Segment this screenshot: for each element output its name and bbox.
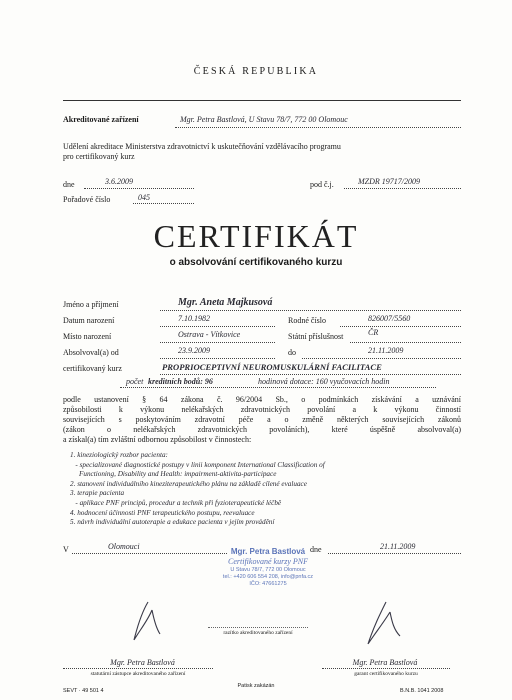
facility-rule <box>175 127 461 128</box>
to-label: do <box>288 348 296 357</box>
legal-paragraph <box>63 395 461 445</box>
course-value: PROPRIOCEPTIVNÍ NEUROMUSKULÁRNÍ FACILITACE <box>162 362 382 372</box>
activity-line: 4. hodnocení účinnosti PNF terapeutického postupu, reevaluace <box>70 508 255 517</box>
nat-value: ČR <box>368 328 379 337</box>
activity-line: - specializované diagnostické postupy v linii komponent International Classification of <box>70 460 325 469</box>
stamp-line-3: U Stavu 78/7, 772 00 Olomouc <box>230 567 306 573</box>
footer-left: SEVT · 49 501 4 <box>63 688 104 694</box>
hours-value: hodinová dotace: 160 vyučovacích hodin <box>258 377 390 386</box>
rc-label: Rodné číslo <box>288 316 326 325</box>
grant-line-2: pro certifikovaný kurz <box>63 152 135 161</box>
name-value: Mgr. Aneta Majkusová <box>178 297 273 308</box>
stamp-caption: razítko akreditovaného zařízení <box>223 630 293 636</box>
facility-label: Akreditované zařízení <box>63 115 139 124</box>
order-label: Pořadové číslo <box>63 195 111 204</box>
place-date-label: dne <box>310 545 322 554</box>
credits-rule <box>120 387 436 388</box>
place-date-rule <box>328 553 461 554</box>
date-label: dne <box>63 180 75 189</box>
order-value: 045 <box>138 193 150 202</box>
pob-label: Místo narození <box>63 332 112 341</box>
ref-rule <box>344 188 461 189</box>
course-label: certifikovaný kurz <box>63 364 122 373</box>
place-date-value: 21.11.2009 <box>380 542 416 551</box>
credits-label: počet <box>126 377 144 386</box>
stamp <box>213 547 323 627</box>
course-rule <box>160 374 461 375</box>
legal-line: a získal(a) tím zvláštní odbornou způsobilost v činnostech: <box>63 435 252 444</box>
to-value: 21.11.2009 <box>368 346 404 355</box>
place-label: V <box>63 545 69 554</box>
rc-value: 826007/5560 <box>368 314 411 323</box>
to-rule <box>302 358 461 359</box>
footer-right: B.N.B. 1041 2008 <box>400 688 444 694</box>
footer-center: Patisk zakázán <box>237 683 275 689</box>
stamp-line-4: tel.: +420 606 554 208, info@pnfa.cz <box>222 574 314 580</box>
credits-value: kreditních bodů: 96 <box>148 377 213 386</box>
activity-line: 1. kineziologický rozbor pacienta: <box>70 451 168 459</box>
activity-line: 3. terapie pacienta <box>70 489 125 498</box>
order-rule <box>133 203 194 204</box>
signature-left-drawing <box>126 598 166 648</box>
legal-line: podle ustanovení § 64 zákona č. 96/2004 Sb., o podmínkách získávání a uznávání <box>63 395 461 404</box>
place-rule <box>72 553 227 554</box>
signature-right-rule <box>322 668 450 669</box>
date-value: 3.6.2009 <box>105 177 133 186</box>
signature-right-role: garant certifikovaného kurzu <box>354 671 418 677</box>
activity-line: 5. návrh individuální autoterapie a edukace pacienta v jejím provádění <box>70 518 275 527</box>
grant-line-1: Udělení akreditace Ministerstva zdravotnictví k uskutečňování vzdělávacího programu <box>63 142 341 151</box>
activity-line: Functioning, Disability and Health: impairment-aktivita-participace <box>70 470 277 479</box>
date-rule <box>84 188 194 189</box>
legal-line: souvisejících s poskytováním zdravotní péče a o změně některých souvisejících zákonů <box>63 415 461 424</box>
signature-left-rule <box>63 668 213 669</box>
activity-line: 2. stanovení individuálního kineziterapeutického plánu na základě cílené evaluace <box>70 479 307 488</box>
legal-line: (zákon o nelékařských zdravotnických povoláních), které úspěšně absolvoval(a) <box>63 425 461 434</box>
activity-line: - aplikace PNF principů, procedur a technik při fyzioterapeutické léčbě <box>70 498 282 507</box>
signature-right-name: Mgr. Petra Bastlová <box>352 658 418 667</box>
facility-value: Mgr. Petra Bastlová, U Stavu 78/7, 772 00 Olomouc <box>180 115 348 124</box>
certificate-title: CERTIFIKÁT <box>153 218 359 254</box>
from-rule <box>160 358 275 359</box>
certificate-subtitle: o absolvování certifikovaného kurzu <box>169 257 343 268</box>
stamp-line-1: Mgr. Petra Bastlová <box>230 547 306 556</box>
name-rule <box>160 310 461 311</box>
header-rule <box>63 100 461 101</box>
country-header: ČESKÁ REPUBLIKA <box>193 66 319 77</box>
signature-right-drawing <box>358 600 404 650</box>
legal-line: způsobilosti k výkonu nelékařských zdravotnických povolání a k výkonu činností <box>63 405 461 414</box>
signature-left-role: statutární zástupce akreditovaného zařízení <box>90 671 186 677</box>
stamp-line-2: Certifikované kurzy PNF <box>228 557 308 566</box>
signature-left-name: Mgr. Petra Bastlová <box>110 658 175 667</box>
dob-label: Datum narození <box>63 316 115 325</box>
from-value: 23.9.2009 <box>178 346 210 355</box>
ref-label: pod č.j. <box>310 180 334 189</box>
place-value: Olomouci <box>108 542 140 551</box>
ref-value: MZDR 19717/2009 <box>358 177 420 186</box>
pob-rule <box>160 342 275 343</box>
pob-value: Ostrava - Vítkovice <box>178 330 241 339</box>
stamp-line-5: IČO: 47661275 <box>249 581 287 587</box>
dob-value: 7.10.1982 <box>178 314 210 323</box>
activities-list <box>70 451 460 528</box>
rc-rule <box>340 326 461 327</box>
dob-rule <box>160 326 275 327</box>
stamp-rule <box>208 627 308 628</box>
from-label: Absolvoval(a) od <box>63 348 119 357</box>
nat-rule <box>350 342 461 343</box>
nat-label: Státní příslušnost <box>288 332 344 341</box>
name-label: Jméno a příjmení <box>63 300 119 309</box>
